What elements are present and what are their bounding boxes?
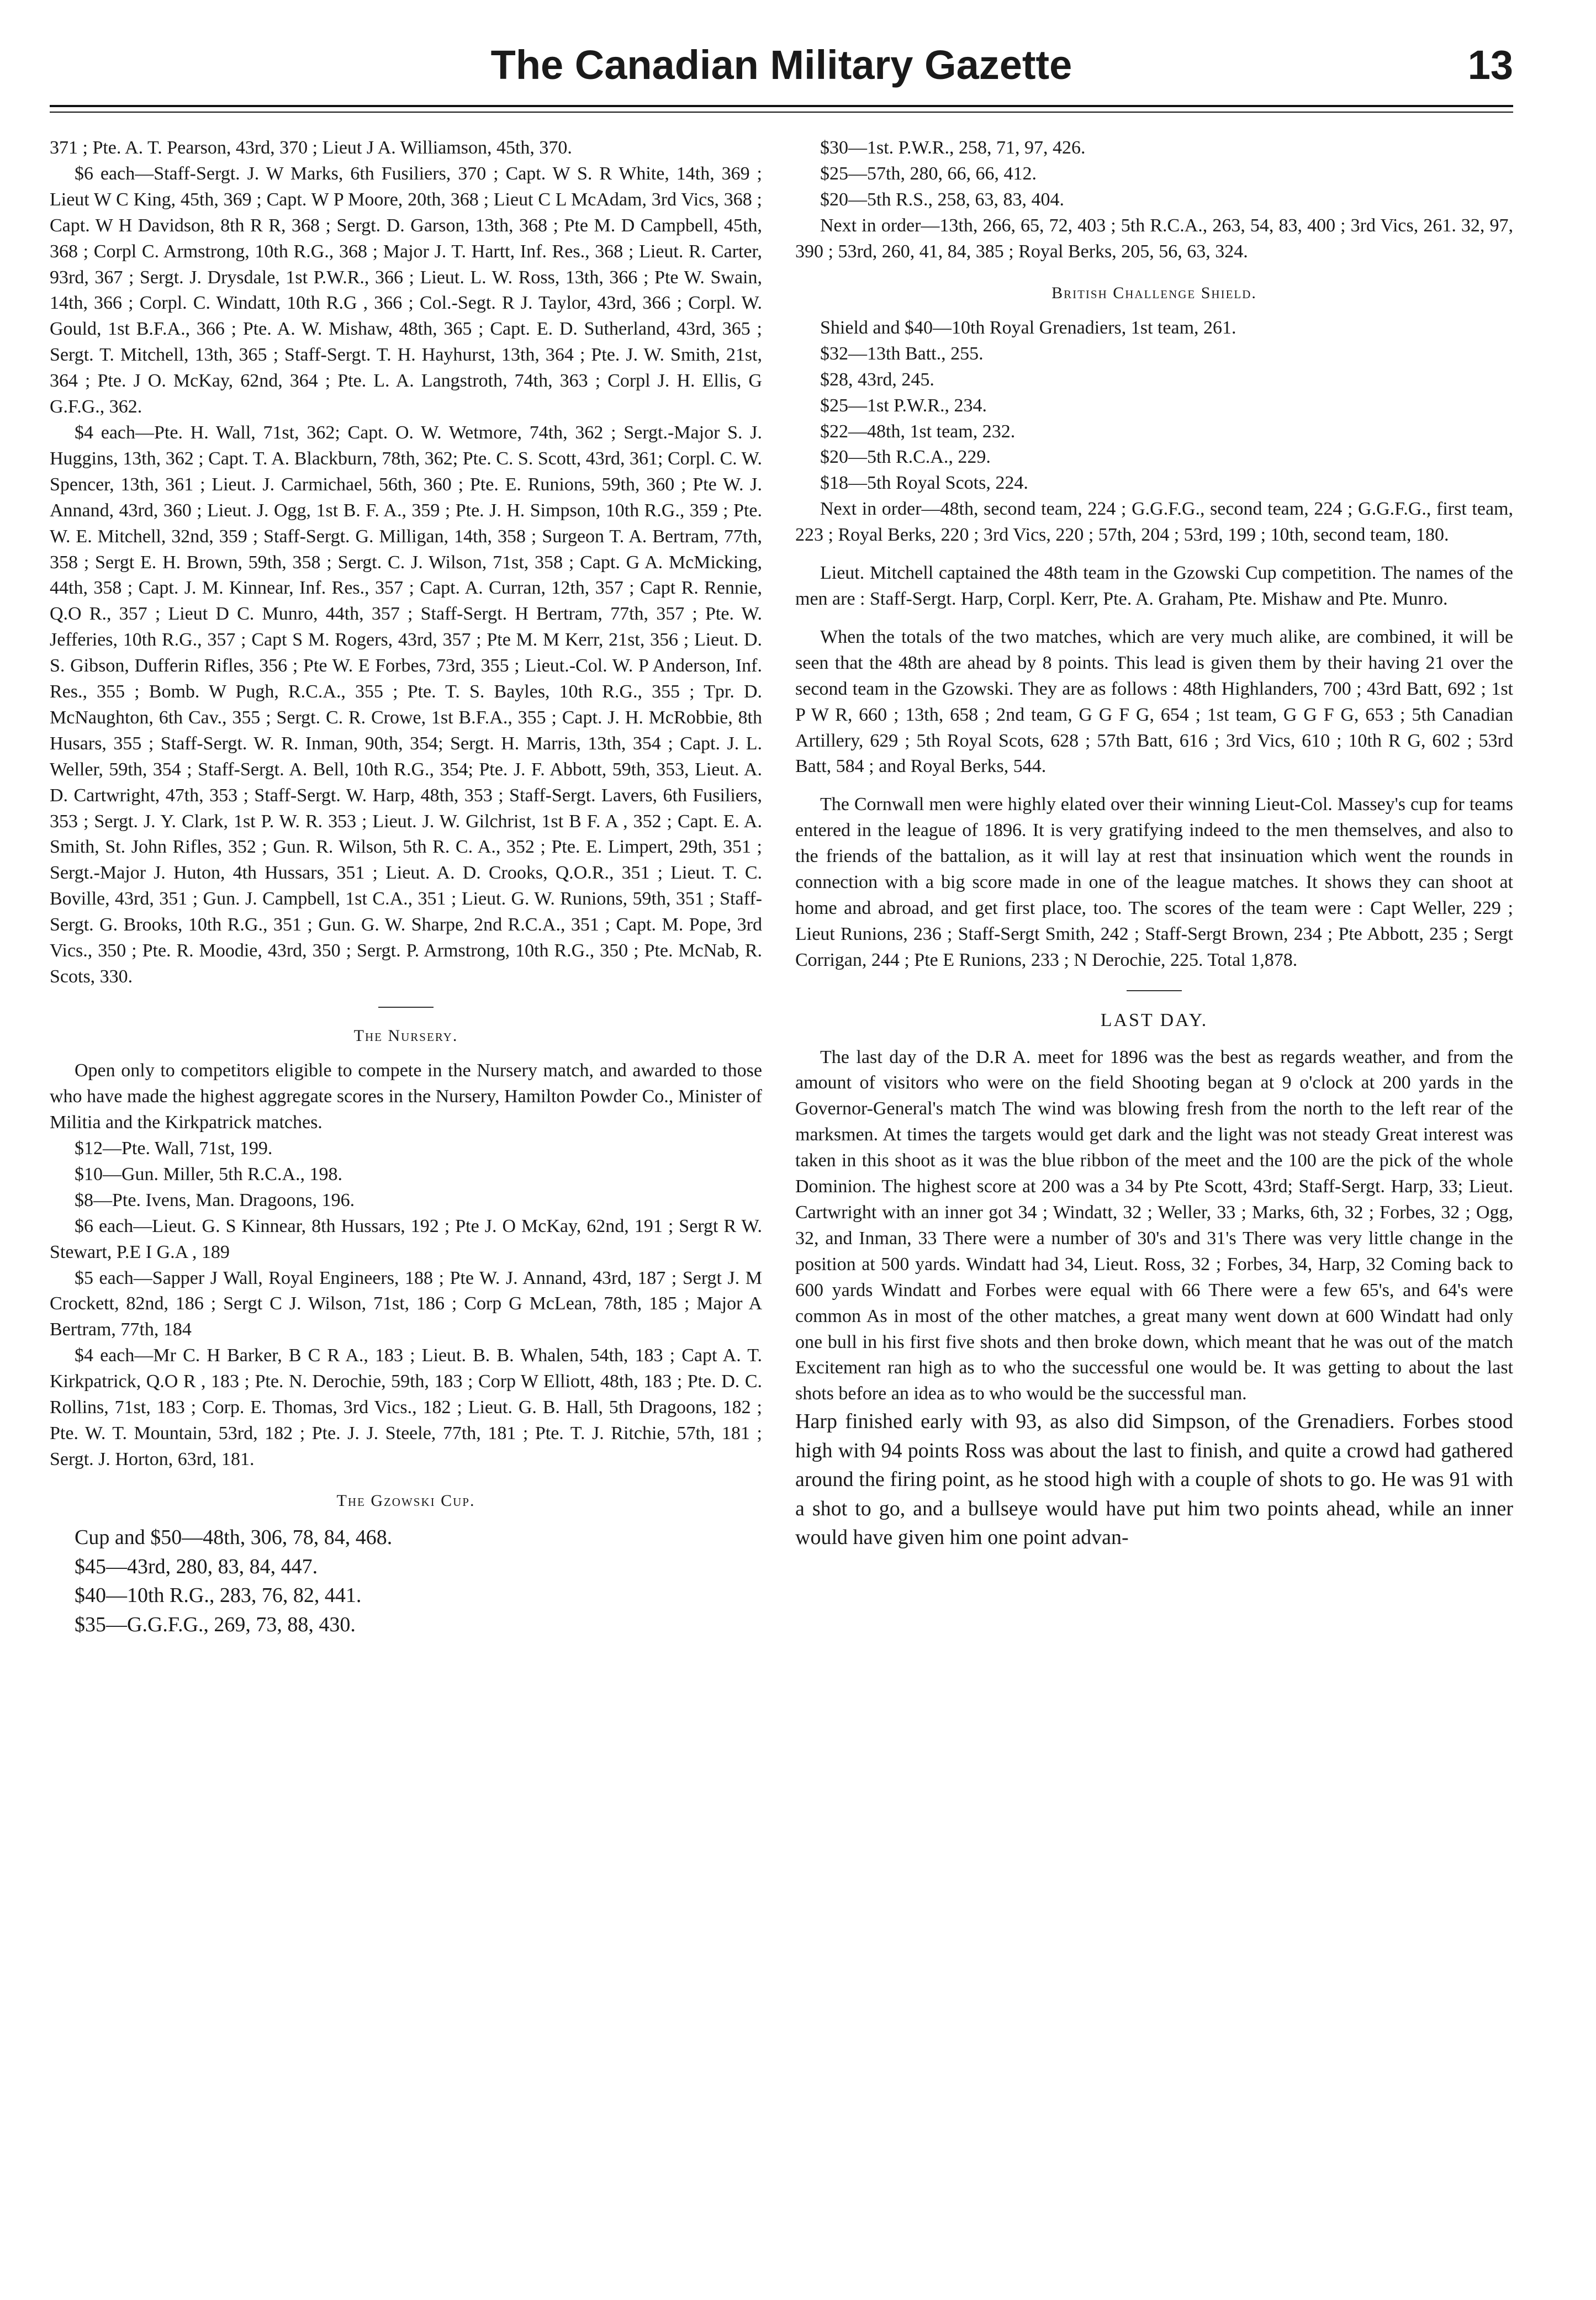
paragraph: Lieut. Mitchell captained the 48th team in the Gzowski Cup competition. The names of the men are : Staff-Sergt. Harp, Corpl. Kerr, Pte. A. Graham, Pte. Mishaw and Pte. Munro.	[795, 563, 1513, 609]
prize-item: $25—57th, 280, 66, 66, 412.	[820, 163, 1037, 184]
paragraph: Harp finished early with 93, as also did Simpson, of the Grenadiers. Forbes stood high with 94 points Ross was about the last to finish, and quite a crowd had gathered around the firing point, as he stood high with a couple of shots to go. He was 91 with a shot to go, and a bullseye would have put him two points ahead, while an inner would have given him one point advan-	[795, 1410, 1513, 1550]
paragraph: Next in order—13th, 266, 65, 72, 403 ; 5th R.C.A., 263, 54, 83, 400 ; 3rd Vics, 261. 32, 97, 390 ; 53rd, 260, 41, 84, 385 ; Royal Berks, 205, 56, 63, 324.	[795, 215, 1513, 262]
page-number: 13	[1467, 42, 1513, 88]
header-rule-thin	[50, 112, 1513, 113]
section-heading: The Nursery.	[353, 1026, 458, 1045]
prize-item: $8—Pte. Ivens, Man. Dragoons, 196.	[75, 1189, 355, 1210]
paragraph: When the totals of the two matches, which are very much alike, are combined, it will be seen that the 48th are ahead by 8 points. This lead is given them by their having 21 over the second team in the Gzowski. They are as follows : 48th Highlanders, 700 ; 43rd Batt, 692 ; 1st P W R, 660 ; 13th, 658 ; 2nd team, G G F G, 654 ; 1st team, G G F G, 653 ; 5th Canadian Artillery, 629 ; 5th Royal Scots, 628 ; 57th Batt, 616 ; 3rd Vics, 610 ; 10th R G, 602 ; 53rd Batt, 584 ; and Royal Berks, 544.	[795, 626, 1513, 777]
prize-item: $10—Gun. Miller, 5th R.C.A., 198.	[75, 1164, 343, 1185]
prize-item: $35—G.G.F.G., 269, 73, 88, 430.	[75, 1612, 356, 1636]
page-title: The Canadian Military Gazette	[490, 42, 1072, 88]
paragraph: $4 each—Pte. H. Wall, 71st, 362; Capt. O. W. Wetmore, 74th, 362 ; Sergt.-Major S. J. Huggins, 13th, 362 ; Capt. T. A. Blackburn, 78th, 362; Pte. C. S. Scott, 43rd, 361; Corpl. C. W. Spencer, 13th, 361 ; Lieut. J. Carmichael, 56th, 360 ; Pte. E. Runions, 59th, 360 ; Pte W. J. Annand, 43rd, 360 ; Lieut. J. Ogg, 1st B. F. A., 359 ; Pte. J. H. Simpson, 10th R.G., 359 ; Pte. W. E. Mitchell, 32nd, 359 ; Staff-Sergt. G. Milligan, 14th, 358 ; Surgeon T. A. Bertram, 77th, 358 ; Sergt E. H. Brown, 59th, 358 ; Sergt. C. J. Wilson, 71st, 358 ; Capt. G A. McMicking, 44th, 358 ; Capt. J. M. Kinnear, Inf. Res., 357 ; Capt. A. Curran, 12th, 357 ; Capt R. Rennie, Q.O R., 357 ; Lieut D C. Munro, 44th, 357 ; Staff-Sergt. H Bertram, 77th, 357 ; Pte. W. Jefferies, 10th R.G., 357 ; Capt S M. Rogers, 43rd, 357 ; Pte M. M Kerr, 21st, 356 ; Lieut. D. S. Gibson, Dufferin Rifles, 356 ; Pte W. E Forbes, 73rd, 355 ; Lieut.-Col. W. P Anderson, Inf. Res., 355 ; Bomb. W Pugh, R.C.A., 355 ; Pte. T. S. Bayles, 10th R.G., 355 ; Tpr. D. McNaughton, 6th Cav., 355 ; Sergt. C. R. Crowe, 1st B.F.A., 355 ; Capt. J. H. McRobbie, 8th Husars, 355 ; Staff-Sergt. W. R. Inman, 90th, 354; Sergt. H. Marris, 13th, 354 ; Capt. J. L. Weller, 59th, 354 ; Staff-Sergt. A. Bell, 10th R.G., 354; Pte. J. F. Abbott, 59th, 353, Lieut. A. D. Cartwright, 47th, 353 ; Staff-Sergt. W. Harp, 48th, 353 ; Staff-Sergt. Lavers, 6th Fusiliers, 353 ; Sergt. J. Y. Clark, 1st P. W. R. 353 ; Lieut. J. W. Gilchrist, 1st B F. A , 352 ; Capt. E. A. Smith, St. John Rifles, 352 ; Gun. R. Wilson, 5th R. C. A., 352 ; Pte. E. Limpert, 29th, 351 ; Sergt.-Major J. Huton, 4th Hussars, 351 ; Lieut. A. D. Crooks, Q.O.R., 351 ; Lieut. T. C. Boville, 43rd, 351 ; Gun. J. Campbell, 1st C.A., 351 ; Lieut. G. W. Runions, 59th, 351 ; Staff-Sergt. G. Brooks, 10th R.G., 351 ; Gun. G. W. Sharpe, 2nd R.C.A., 351 ; Capt. M. Pope, 3rd Vics., 350 ; Pte. R. Moodie, 43rd, 350 ; Sergt. P. Armstrong, 10th R.G., 350 ; Pte. McNab, R. Scots, 330.	[50, 422, 762, 987]
prize-item: $45—43rd, 280, 83, 84, 447.	[75, 1555, 318, 1578]
prize-item: $20—5th R.S., 258, 63, 83, 404.	[820, 189, 1065, 210]
paragraph: $6 each—Staff-Sergt. J. W Marks, 6th Fusiliers, 370 ; Capt. W S. R White, 14th, 369 ; Lieut W C King, 45th, 369 ; Capt. W P Moore, 20th, 368 ; Lieut C L McAdam, 3rd Vics, 368 ; Capt. W H Davidson, 8th R R, 368 ; Sergt. D. Garson, 13th, 368 ; Pte M. D Campbell, 45th, 368 ; Corpl C. Armstrong, 10th R.G., 368 ; Major J. T. Hartt, Inf. Res., 368 ; Lieut. R. Carter, 93rd, 367 ; Sergt. J. Drysdale, 1st P.W.R., 366 ; Lieut. L. W. Ross, 13th, 366 ; Pte W. Swain, 14th, 366 ; Corpl. C. Windatt, 10th R.G , 366 ; Col.-Segt. R J. Taylor, 43rd, 366 ; Corpl. W. Gould, 1st B.F.A., 366 ; Pte. A. W. Mishaw, 48th, 365 ; Capt. E. D. Sutherland, 43rd, 365 ; Sergt. T. Mitchell, 13th, 365 ; Staff-Sergt. T. H. Hayhurst, 13th, 364 ; Pte. J. W. Smith, 21st, 364 ; Pte. J O. McKay, 62nd, 364 ; Pte. L. A. Langstroth, 74th, 363 ; Corpl J. H. Ellis, G G.F.G., 362.	[50, 163, 762, 417]
paragraph: Next in order—48th, second team, 224 ; G.G.F.G., second team, 224 ; G.G.F.G., first team, 223 ; Royal Berks, 220 ; 3rd Vics, 220 ; 57th, 204 ; 53rd, 199 ; 10th, second team, 180.	[795, 499, 1513, 546]
paragraph: $6 each—Lieut. G. S Kinnear, 8th Hussars, 192 ; Pte J. O McKay, 62nd, 191 ; Sergt R W. Stewart, P.E I G.A , 189	[50, 1215, 762, 1262]
section-heading: The Gzowski Cup.	[336, 1491, 475, 1510]
left-column	[50, 135, 762, 2278]
prize-item: $20—5th R.C.A., 229.	[820, 447, 991, 468]
paragraph: 371 ; Pte. A. T. Pearson, 43rd, 370 ; Lieut J A. Williamson, 45th, 370.	[50, 138, 572, 158]
prize-item: $18—5th Royal Scots, 224.	[820, 473, 1028, 494]
section-heading: British Challenge Shield.	[1051, 283, 1257, 302]
paragraph: The Cornwall men were highly elated over their winning Lieut-Col. Massey's cup for teams entered in the league of 1896. It is very gratifying indeed to the men themselves, and also to the friends of the battalion, as it will lay at rest that insinuation which went the rounds in connection with a big score made in one of the league matches. It shows they can shoot at home and abroad, and get first place, too. The scores of the team were : Capt Weller, 229 ; Lieut Runions, 236 ; Staff-Sergt Smith, 242 ; Staff-Sergt Brown, 234 ; Pte Abbott, 235 ; Sergt Corrigan, 244 ; Pte E Runions, 233 ; N Derochie, 225. Total 1,878.	[795, 794, 1513, 970]
paragraph: $5 each—Sapper J Wall, Royal Engineers, 188 ; Pte W. J. Annand, 43rd, 187 ; Sergt J. M Crockett, 82nd, 186 ; Sergt C J. Wilson, 71st, 186 ; Corp G McLean, 78th, 185 ; Major A Bertram, 77th, 184	[50, 1267, 762, 1340]
paragraph: $4 each—Mr C. H Barker, B C R A., 183 ; Lieut. B. B. Whalen, 54th, 183 ; Capt A. T. Kirkpatrick, Q.O R , 183 ; Pte. N. Derochie, 59th, 183 ; Corp W Elliott, 48th, 183 ; Pte. D. C. Rollins, 71st, 183 ; Corp. E. Thomas, 3rd Vics., 182 ; Lieut. G. B. Hall, 5th Dragoons, 182 ; Pte. W. T. Mountain, 53rd, 182 ; Pte. J. J. Steele, 77th, 181 ; Pte. T. J. Ritchie, 57th, 181 ; Sergt. J. Horton, 63rd, 181.	[50, 1345, 762, 1469]
prize-item: Cup and $50—48th, 306, 78, 84, 468.	[75, 1526, 393, 1550]
prize-item: $22—48th, 1st team, 232.	[820, 421, 1016, 442]
page-header	[50, 30, 1513, 113]
prize-item: $30—1st. P.W.R., 258, 71, 97, 426.	[820, 138, 1086, 158]
paragraph: Open only to competitors eligible to compete in the Nursery match, and awarded to those who have made the highest aggregate scores in the Nursery, Hamilton Powder Co., Minister of Militia and the Kirkpatrick matches.	[50, 1060, 762, 1133]
prize-item: $12—Pte. Wall, 71st, 199.	[75, 1138, 273, 1159]
prize-item: $28, 43rd, 245.	[820, 369, 934, 390]
section-divider	[1127, 990, 1182, 991]
section-heading: LAST DAY.	[1100, 1009, 1208, 1030]
prize-item: Shield and $40—10th Royal Grenadiers, 1st team, 261.	[820, 317, 1236, 338]
header-rule	[50, 105, 1513, 107]
section-divider	[378, 1007, 434, 1008]
prize-item: $25—1st P.W.R., 234.	[820, 395, 987, 416]
prize-item: $32—13th Batt., 255.	[820, 343, 984, 364]
prize-item: $40—10th R.G., 283, 76, 82, 441.	[75, 1584, 362, 1608]
paragraph: The last day of the D.R A. meet for 1896 was the best as regards weather, and from the amount of visitors who were on the field Shooting began at 9 o'clock at 200 yards in the Governor-General's match The wind was blowing fresh from the north to the left rear of the marksmen. At times the targets would get dark and the light was not steady Great interest was taken in this shoot as it was the blue ribbon of the meet and the 100 are the pick of the whole Dominion. The highest score at 200 was a 34 by Pte Scott, 43rd; Staff-Sergt. Harp, 33; Lieut. Cartwright with an inner got 34 ; Windatt, 32 ; Weller, 33 ; Marks, 6th, 32 ; Forbes, 32 ; Ogg, 32, and Inman, 33 There were a number of 30's and 31's There was very little change in the position at 500 yards. Windatt had 34, Lieut. Ross, 32 ; Forbes, 34, Harp, 32 Coming back to 600 yards Windatt and Forbes were equal with 66 There were a few 65's, and 64's were common As in most of the other matches, a great many went down at 600 Windatt had only one bull in his first five shots and then broke down, which meant that he was out of the match Excitement ran high as to who the successful one would be. It was getting to about the last shots before an idea as to who would be the successful man.	[795, 1046, 1513, 1404]
right-column	[795, 135, 1513, 2278]
